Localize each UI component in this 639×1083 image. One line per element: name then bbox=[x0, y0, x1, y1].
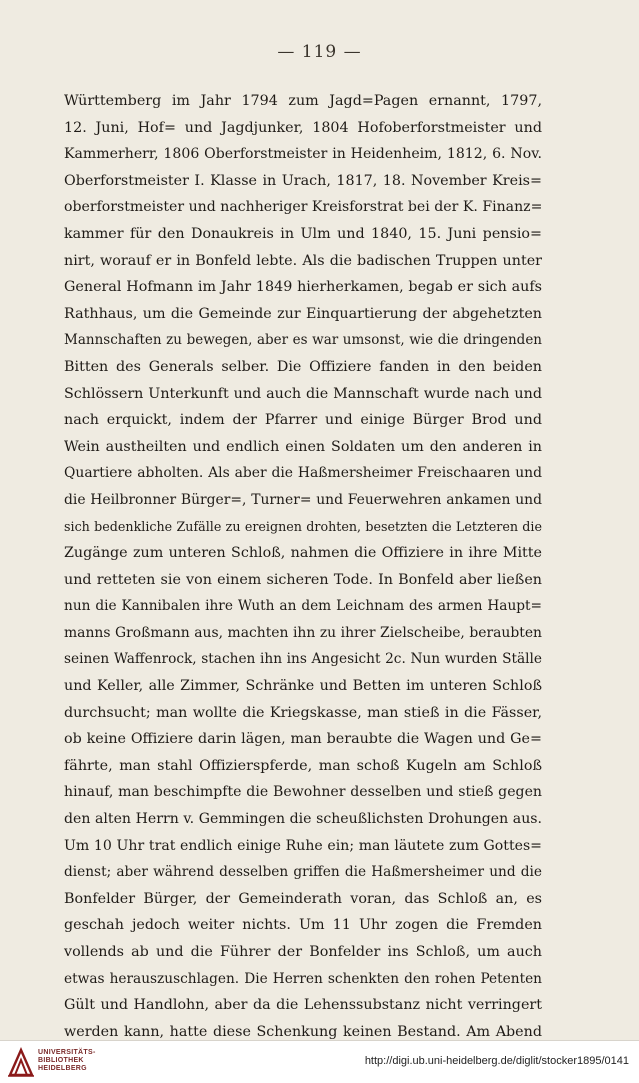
text-line: hinauf, man beschimpfte die Bewohner desselben und stieß gegen bbox=[64, 784, 542, 801]
text-line: den alten Herrn v. Gemmingen die scheußlichsten Drohungen aus. bbox=[64, 811, 542, 828]
text-line: etwas herauszuschlagen. Die Herren schenkten den rohen Petenten bbox=[64, 970, 542, 987]
text-line: Gült und Handlohn, aber da die Lehenssubstanz nicht verringert bbox=[64, 997, 542, 1014]
library-name bbox=[38, 1049, 96, 1073]
text-line: Mannschaften zu bewegen, aber es war umsonst, wie die dringenden bbox=[64, 332, 542, 349]
text-line: kammer für den Donaukreis in Ulm und 1840, 15. Juni pensio= bbox=[64, 225, 542, 242]
library-name-line-3: HEIDELBERG bbox=[38, 1065, 87, 1072]
text-line: Quartiere abholten. Als aber die Haßmersheimer Freischaaren und bbox=[64, 465, 542, 482]
text-line: manns Großmann aus, machten ihn zu ihrer Zielscheibe, beraubten bbox=[64, 624, 542, 641]
text-line: geschah jedoch weiter nichts. Um 11 Uhr zogen die Fremden bbox=[64, 917, 542, 934]
text-line: vollends ab und die Führer der Bonfelder ins Schloß, um auch bbox=[64, 944, 542, 960]
text-line: werden kann, hatte diese Schenkung keinen Bestand. Am Abend bbox=[64, 1023, 542, 1040]
text-line: General Hofmann im Jahr 1849 hierherkamen, begab er sich aufs bbox=[64, 279, 542, 296]
text-line: ob keine Offiziere darin lägen, man beraubte die Wagen und Ge= bbox=[64, 731, 542, 748]
university-library-logo-icon bbox=[8, 1047, 34, 1077]
text-line: Bonfelder Bürger, der Gemeinderath voran, das Schloß an, es bbox=[64, 890, 542, 907]
text-line: nun die Kannibalen ihre Wuth an dem Leichnam des armen Haupt= bbox=[64, 598, 542, 615]
text-line: Bitten des Generals selber. Die Offiziere fanden in den beiden bbox=[64, 358, 542, 375]
text-line: 12. Juni, Hof= und Jagdjunker, 1804 Hofoberforstmeister und bbox=[64, 119, 542, 136]
body-text bbox=[64, 88, 542, 1045]
text-line: und Keller, alle Zimmer, Schränke und Betten im unteren Schloß bbox=[64, 678, 542, 695]
text-line: fährte, man stahl Offizierspferde, man schoß Kugeln am Schloß bbox=[64, 757, 542, 774]
text-line: durchsucht; man wollte die Kriegskasse, man stieß in die Fässer, bbox=[64, 704, 542, 721]
source-url-link[interactable]: http://digi.ub.uni-heidelberg.de/diglit/stocker1895/0141 bbox=[364, 1055, 629, 1067]
library-name-line-2: BIBLIOTHEK bbox=[38, 1057, 84, 1064]
text-line: Württemberg im Jahr 1794 zum Jagd=Pagen ernannt, 1797, bbox=[64, 93, 542, 109]
text-line: Oberforstmeister I. Klasse in Urach, 1817, 18. November Kreis= bbox=[64, 172, 542, 189]
text-line: Schlössern Unterkunft und auch die Mannschaft wurde nach und bbox=[64, 385, 542, 402]
text-line: Um 10 Uhr trat endlich einige Ruhe ein; man läutete zum Gottes= bbox=[64, 837, 542, 854]
text-line: oberforstmeister und nachheriger Kreisforstrat bei der K. Finanz= bbox=[64, 199, 543, 216]
text-line: und retteten sie von einem sicheren Tode. In Bonfeld aber ließen bbox=[64, 571, 542, 588]
text-line: nirt, worauf er in Bonfeld lebte. Als die badischen Truppen unter bbox=[64, 252, 542, 269]
text-line: Wein austheilten und endlich einen Soldaten um den anderen in bbox=[64, 438, 542, 455]
page-number: — 119 — bbox=[277, 42, 362, 62]
text-line: Zugänge zum unteren Schloß, nahmen die Offiziere in ihre Mitte bbox=[64, 545, 542, 562]
text-line: die Heilbronner Bürger=, Turner= und Feuerwehren ankamen und bbox=[64, 491, 542, 508]
viewer-footer bbox=[0, 1040, 639, 1083]
text-line: Rathhaus, um die Gemeinde zur Einquartierung der abgehetzten bbox=[64, 305, 542, 322]
text-line: dienst; aber während desselben griffen die Haßmersheimer und die bbox=[64, 864, 542, 881]
text-line: Kammerherr, 1806 Oberforstmeister in Heidenheim, 1812, 6. Nov. bbox=[64, 146, 542, 163]
text-line: sich bedenkliche Zufälle zu ereignen drohten, besetzten die Letzteren die bbox=[64, 518, 542, 534]
text-line: nach erquickt, indem der Pfarrer und einige Bürger Brod und bbox=[64, 412, 542, 429]
text-line: seinen Waffenrock, stachen ihn ins Angesicht 2c. Nun wurden Ställe bbox=[64, 651, 542, 668]
library-name-line-1: UNIVERSITÄTS- bbox=[38, 1049, 96, 1056]
